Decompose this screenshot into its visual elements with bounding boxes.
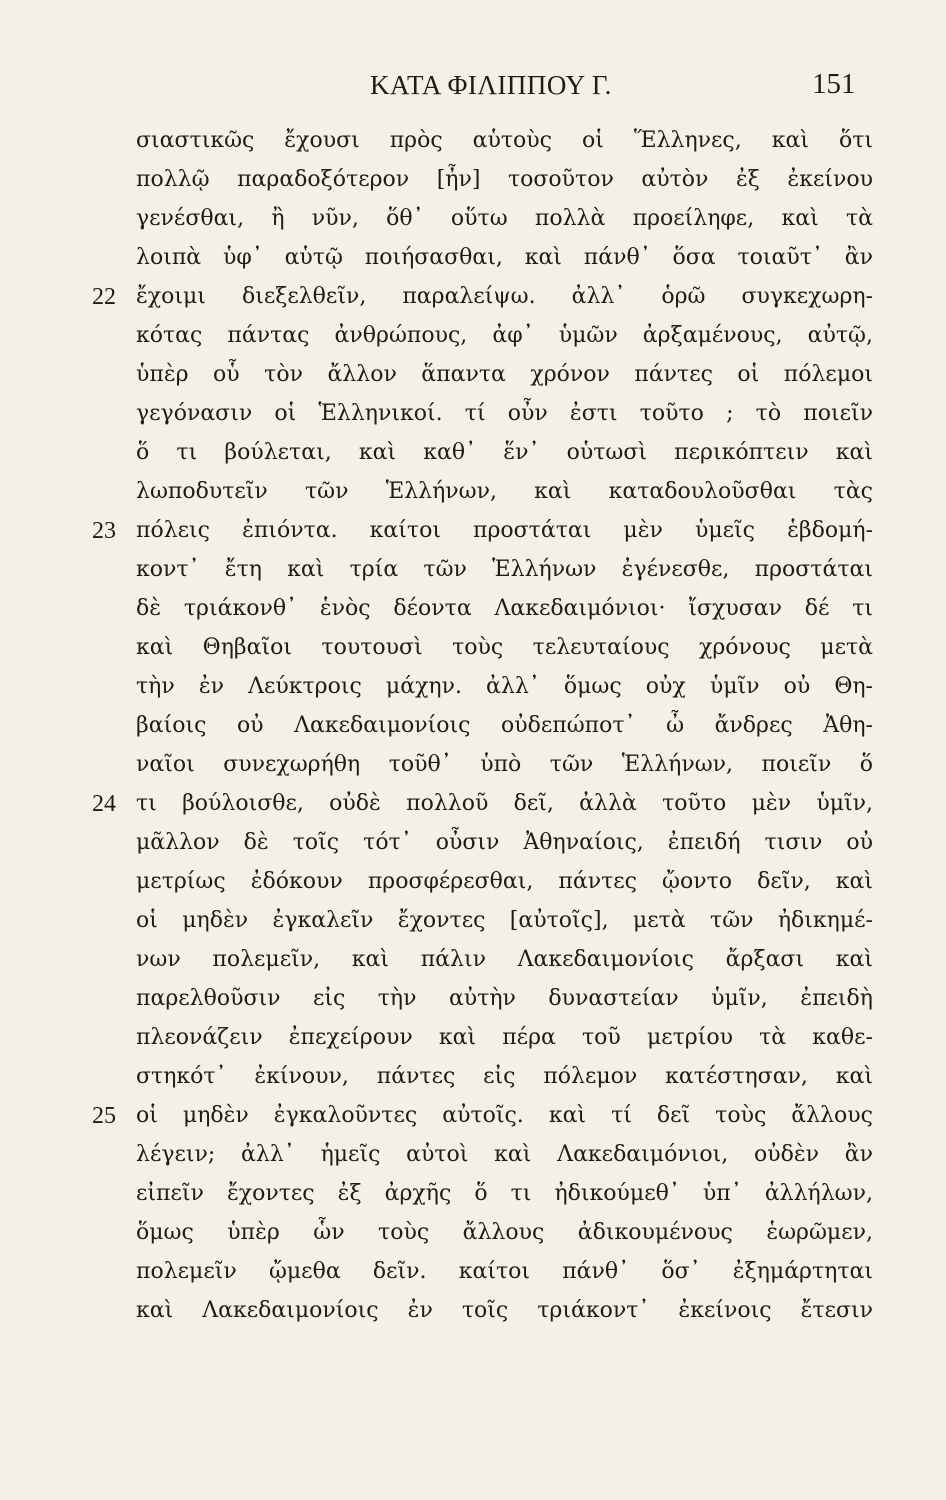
line-text: ὅ τι βούλεται, καὶ καθ᾽ ἕν᾽ οὑτωσὶ περικόπτειν καὶ [136, 440, 873, 465]
text-line [0, 281, 946, 320]
text-line [0, 710, 946, 749]
line-text: στηκότ᾽ ἐκίνουν, πάντες εἰς πόλεμον κατέστησαν, καὶ [136, 1064, 873, 1089]
section-number: 22 [92, 284, 116, 310]
text-line [0, 866, 946, 905]
text-line [0, 554, 946, 593]
text-line [0, 827, 946, 866]
text-line [0, 1217, 946, 1256]
text-line [0, 437, 946, 476]
line-text: τι βούλοισθε, οὐδὲ πολλοῦ δεῖ, ἀλλὰ τοῦτο μὲν ὑμῖν, [136, 791, 873, 816]
line-text: δὲ τριάκονθ᾽ ἑνὸς δέοντα Λακεδαιμόνιοι· ἴσχυσαν δέ τι [136, 596, 873, 621]
line-text: ἔχοιμι διεξελθεῖν, παραλείψω. ἀλλ᾽ ὁρῶ συγκεχωρη- [136, 284, 873, 309]
page-number: 151 [812, 68, 856, 100]
line-text: καὶ Θηβαῖοι τουτουσὶ τοὺς τελευταίους χρόνους μετὰ [136, 635, 873, 660]
line-text: πόλεις ἐπιόντα. καίτοι προστάται μὲν ὑμεῖς ἑβδομή- [136, 518, 873, 543]
text-line [0, 1022, 946, 1061]
line-text: τὴν ἐν Λεύκτροις μάχην. ἀλλ᾽ ὅμως οὐχ ὑμῖν οὐ Θη- [136, 674, 873, 699]
line-text: οἱ μηδὲν ἐγκαλοῦντες αὐτοῖς. καὶ τί δεῖ τοὺς ἄλλους [136, 1103, 873, 1128]
line-text: κότας πάντας ἀνθρώπους, ἀφ᾽ ὑμῶν ἀρξαμένους, αὐτῷ, [136, 323, 873, 348]
line-text: νων πολεμεῖν, καὶ πάλιν Λακεδαιμονίοις ἄρξασι καὶ [136, 947, 873, 972]
line-text: παρελθοῦσιν εἰς τὴν αὐτὴν δυναστείαν ὑμῖν, ἐπειδὴ [136, 986, 873, 1011]
line-text: μετρίως ἐδόκουν προσφέρεσθαι, πάντες ᾤοντο δεῖν, καὶ [136, 869, 873, 894]
text-line [0, 398, 946, 437]
text-line [0, 1139, 946, 1178]
text-line [0, 593, 946, 632]
line-text: πλεονάζειν ἐπεχείρουν καὶ πέρα τοῦ μετρίου τὰ καθε- [136, 1025, 873, 1050]
text-line [0, 476, 946, 515]
line-text: οἱ μηδὲν ἐγκαλεῖν ἔχοντες [αὐτοῖς], μετὰ τῶν ἠδικημέ- [136, 908, 873, 933]
line-text: κοντ᾽ ἔτη καὶ τρία τῶν Ἑλλήνων ἐγένεσθε, προστάται [136, 557, 873, 582]
line-text: καὶ Λακεδαιμονίοις ἐν τοῖς τριάκοντ᾽ ἐκείνοις ἔτεσιν [136, 1298, 873, 1323]
text-line [0, 1256, 946, 1295]
text-line [0, 203, 946, 242]
text-line [0, 1295, 946, 1334]
line-text: βαίοις οὐ Λακεδαιμονίοις οὐδεπώποτ᾽ ὦ ἄνδρες Ἀθη- [136, 713, 873, 738]
line-text: ναῖοι συνεχωρήθη τοῦθ᾽ ὑπὸ τῶν Ἑλλήνων, ποιεῖν ὅ [136, 752, 873, 777]
text-line [0, 359, 946, 398]
section-number: 23 [92, 518, 116, 544]
text-line [0, 1100, 946, 1139]
line-text: πολεμεῖν ᾤμεθα δεῖν. καίτοι πάνθ᾽ ὅσ᾽ ἐξημάρτηται [136, 1259, 873, 1284]
text-line [0, 164, 946, 203]
line-text: λέγειν; ἀλλ᾽ ἡμεῖς αὐτοὶ καὶ Λακεδαιμόνιοι, οὐδὲν ἂν [136, 1142, 873, 1167]
line-text: σιαστικῶς ἔχουσι πρὸς αὑτοὺς οἱ Ἕλληνες, καὶ ὅτι [136, 128, 873, 153]
line-text: πολλῷ παραδοξότερον [ἦν] τοσοῦτον αὐτὸν ἐξ ἐκείνου [136, 167, 873, 192]
line-text: γενέσθαι, ἢ νῦν, ὅθ᾽ οὕτω πολλὰ προείληφε, καὶ τὰ [136, 206, 873, 231]
line-text: μᾶλλον δὲ τοῖς τότ᾽ οὖσιν Ἀθηναίοις, ἐπειδή τισιν οὐ [136, 830, 873, 855]
text-line [0, 1178, 946, 1217]
text-line [0, 515, 946, 554]
line-text: ὑπὲρ οὗ τὸν ἄλλον ἅπαντα χρόνον πάντες οἱ πόλεμοι [136, 362, 873, 387]
section-number: 25 [92, 1103, 116, 1129]
text-line [0, 1061, 946, 1100]
text-line [0, 242, 946, 281]
text-line [0, 905, 946, 944]
text-line [0, 632, 946, 671]
text-line [0, 671, 946, 710]
text-line [0, 944, 946, 983]
line-text: εἰπεῖν ἔχοντες ἐξ ἀρχῆς ὅ τι ἠδικούμεθ᾽ ὑπ᾽ ἀλλήλων, [136, 1181, 873, 1206]
text-line [0, 983, 946, 1022]
running-head [0, 58, 946, 108]
line-text: γεγόνασιν οἱ Ἑλληνικοί. τί οὖν ἐστι τοῦτο ; τὸ ποιεῖν [136, 401, 873, 426]
text-line [0, 125, 946, 164]
text-line [0, 788, 946, 827]
text-line [0, 320, 946, 359]
line-text: λοιπὰ ὑφ᾽ αὑτῷ ποιήσασθαι, καὶ πάνθ᾽ ὅσα τοιαῦτ᾽ ἂν [136, 245, 873, 270]
line-text: λωποδυτεῖν τῶν Ἑλλήνων, καὶ καταδουλοῦσθαι τὰς [136, 479, 873, 504]
text-line [0, 749, 946, 788]
section-number: 24 [92, 791, 116, 817]
running-title: ΚΑΤΑ ΦΙΛΙΠΠΟΥ Γ. [370, 70, 612, 100]
line-text: ὅμως ὑπὲρ ὧν τοὺς ἄλλους ἀδικουμένους ἑωρῶμεν, [136, 1220, 873, 1245]
